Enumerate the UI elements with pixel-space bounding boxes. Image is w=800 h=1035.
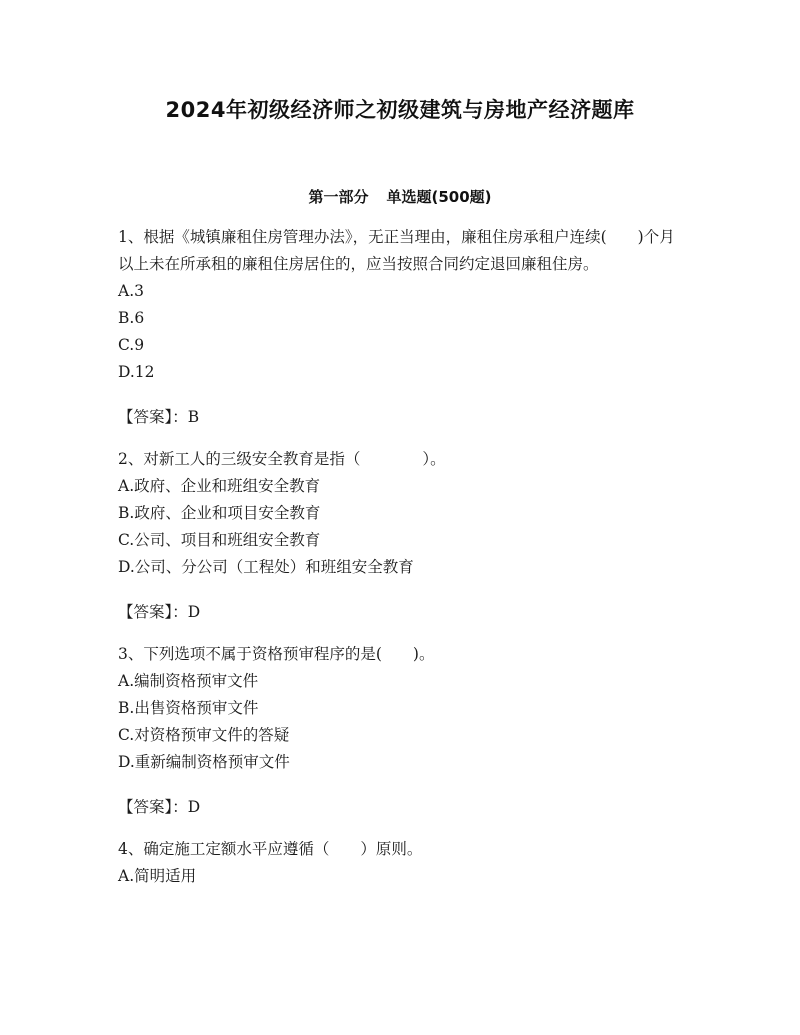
section-name: 单选题(500题) xyxy=(386,188,492,206)
question-stem: 2、对新工人的三级安全教育是指（ ）。 xyxy=(118,450,446,468)
option-d: D.12 xyxy=(118,363,155,381)
option-d: D.公司、分公司（工程处）和班组安全教育 xyxy=(118,558,414,576)
answer-value: D xyxy=(187,798,201,816)
document-title: 2024年初级经济师之初级建筑与房地产经济题库 xyxy=(165,98,635,122)
option-b: B.出售资格预审文件 xyxy=(118,699,259,717)
section-part: 第一部分 xyxy=(308,188,369,206)
question-stem: 1、根据《城镇廉租住房管理办法》，无正当理由，廉租住房承租户连续( )个月以上未在所承租的廉租住房居住的，应当按照合同约定退回廉租住房。 xyxy=(118,228,675,273)
option-c: C.公司、项目和班组安全教育 xyxy=(118,531,321,549)
option-c: C.对资格预审文件的答疑 xyxy=(118,726,290,744)
question-3 xyxy=(118,641,688,821)
answer-label: 【答案】： xyxy=(118,408,188,426)
answer-label: 【答案】： xyxy=(118,603,188,621)
question-4 xyxy=(118,836,688,890)
option-c: C.9 xyxy=(118,336,145,354)
option-b: B.6 xyxy=(118,309,145,327)
answer-label: 【答案】： xyxy=(118,798,188,816)
answer-value: D xyxy=(187,603,201,621)
question-stem: 4、确定施工定额水平应遵循（ ）原则。 xyxy=(118,840,423,858)
answer-line xyxy=(118,794,688,821)
option-a: A.政府、企业和班组安全教育 xyxy=(118,477,321,495)
question-2 xyxy=(118,446,688,626)
option-a: A.编制资格预审文件 xyxy=(118,672,259,690)
question-list xyxy=(118,224,688,890)
section-heading xyxy=(0,186,800,207)
answer-value: B xyxy=(187,408,200,426)
option-a: A.3 xyxy=(118,282,144,300)
question-stem: 3、下列选项不属于资格预审程序的是( )。 xyxy=(118,645,435,663)
option-a: A.简明适用 xyxy=(118,867,197,885)
answer-line xyxy=(118,404,688,431)
option-d: D.重新编制资格预审文件 xyxy=(118,753,290,771)
answer-line xyxy=(118,599,688,626)
option-b: B.政府、企业和项目安全教育 xyxy=(118,504,321,522)
question-1 xyxy=(118,224,688,431)
